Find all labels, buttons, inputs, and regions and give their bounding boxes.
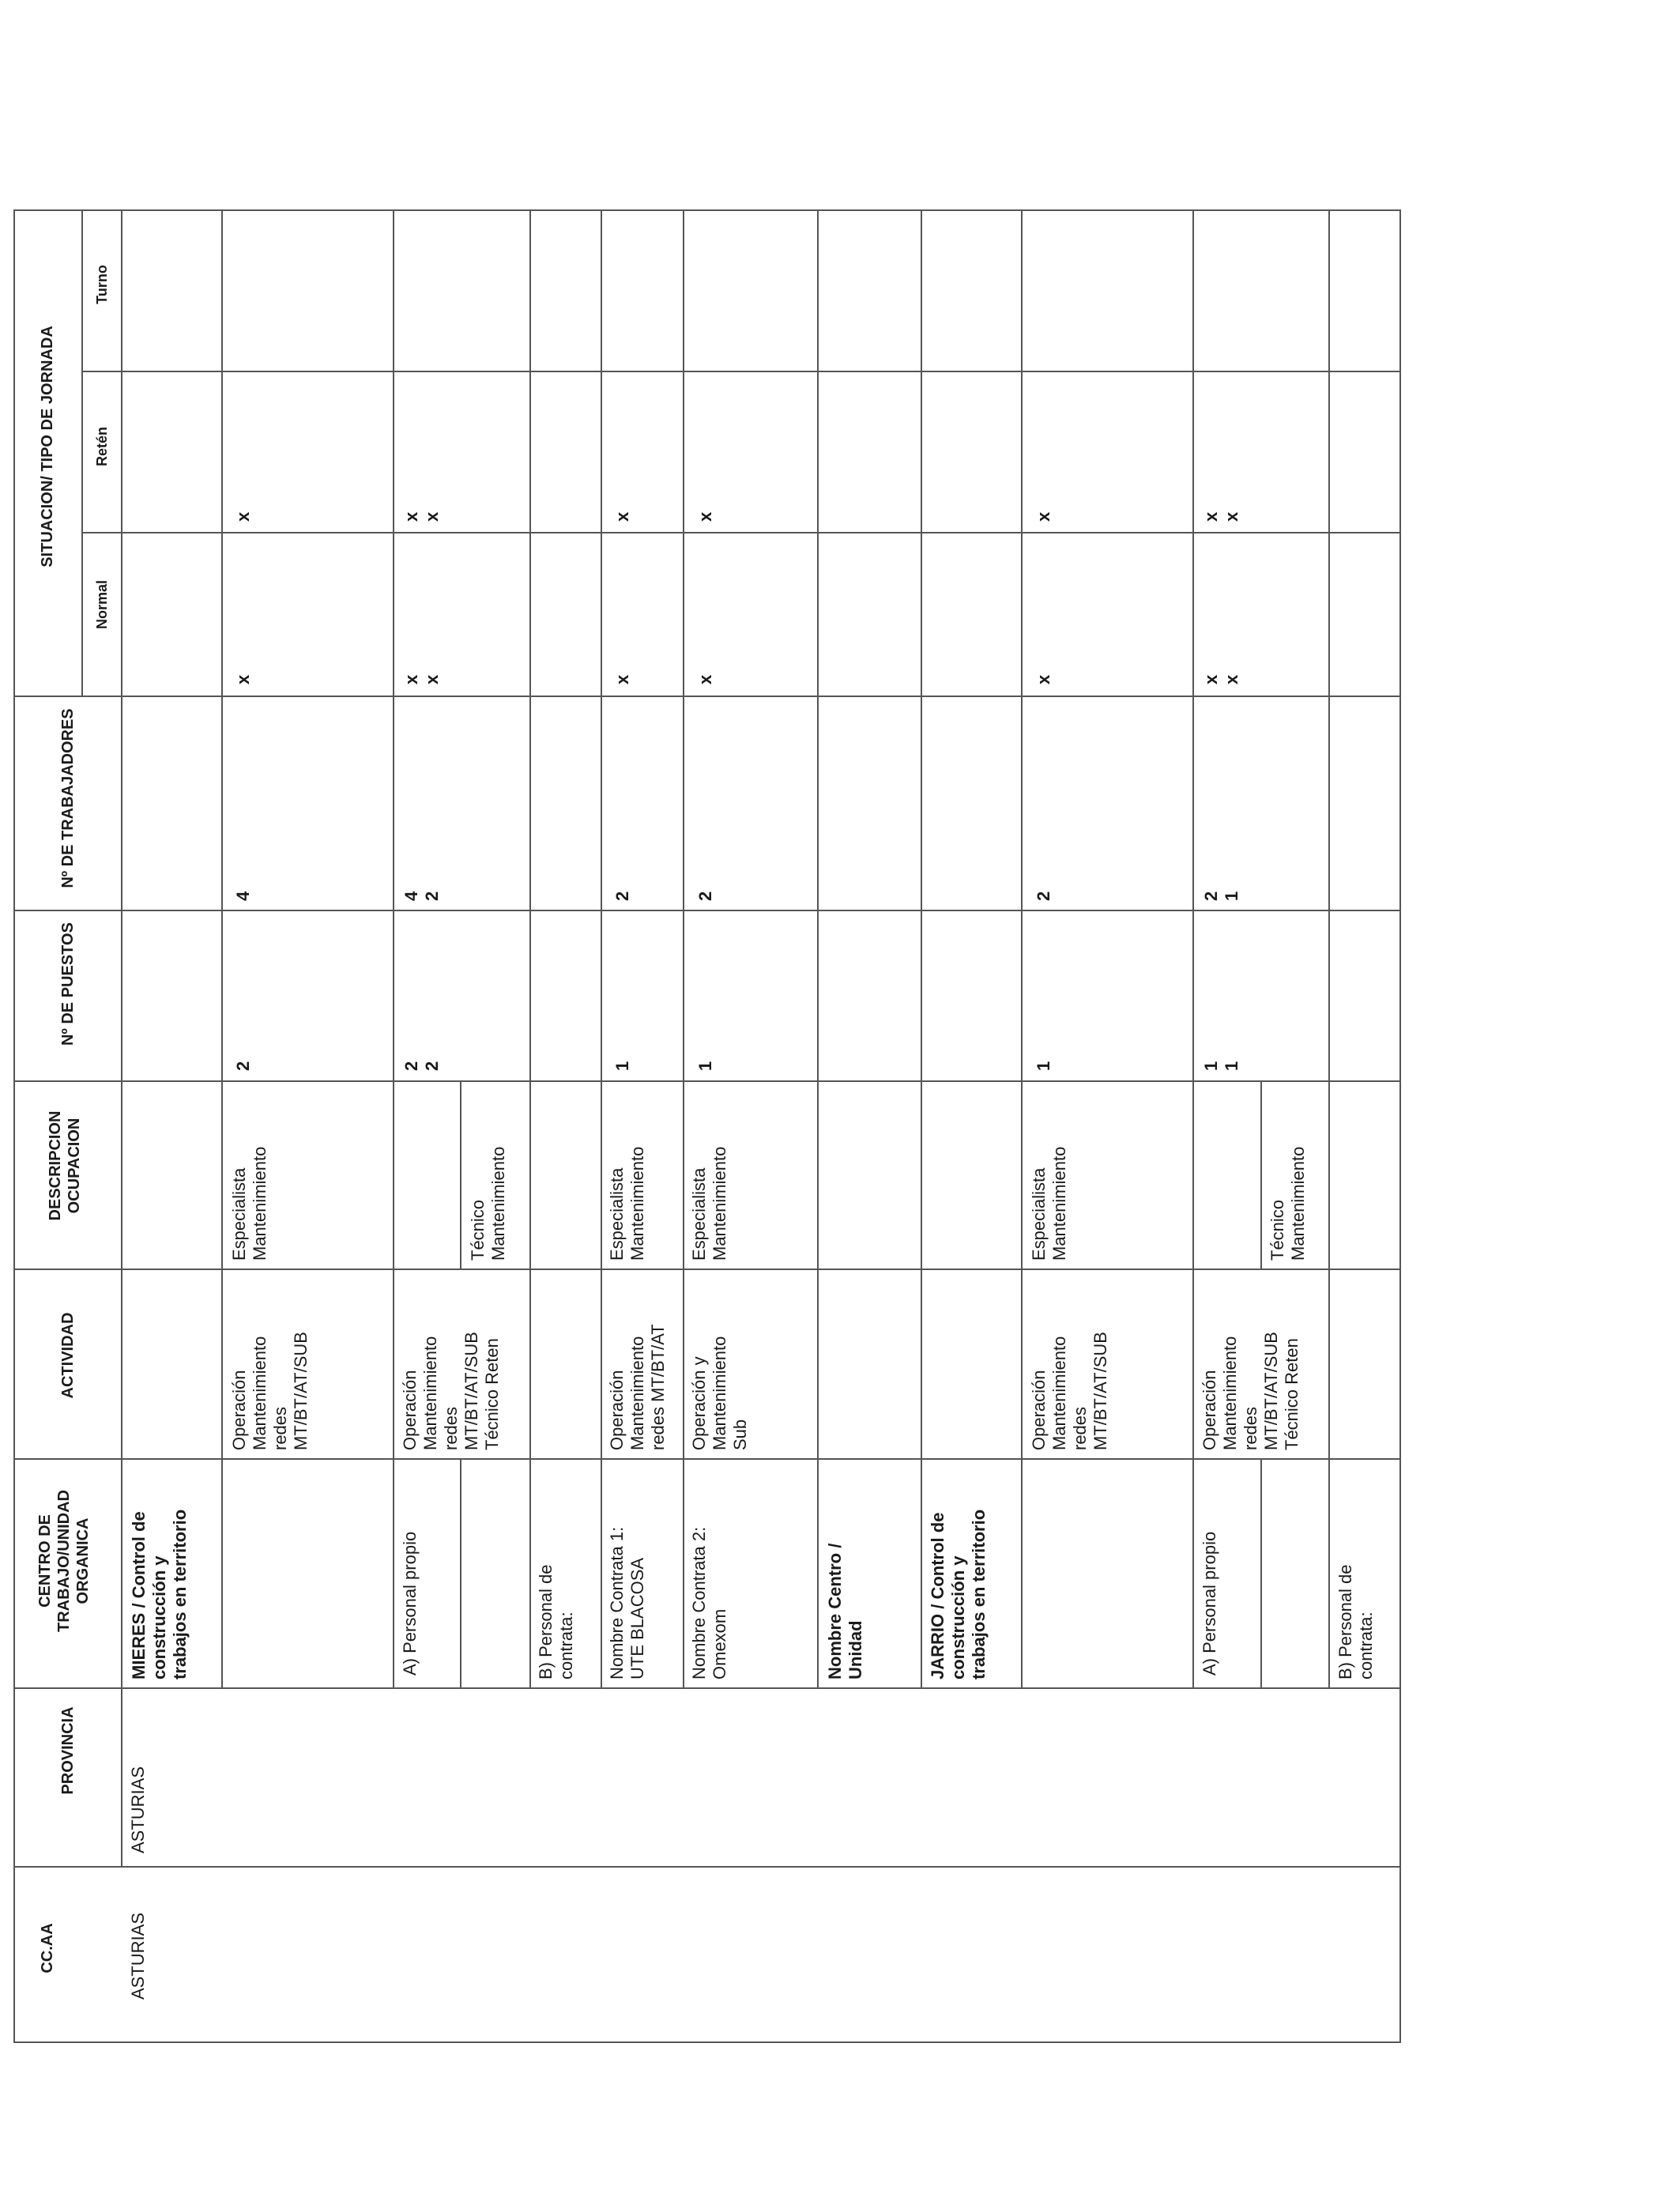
row9-normal: x (1034, 674, 1053, 684)
header-trabajadores: Nº DE TRABAJADORES (59, 708, 77, 888)
line-r6-r7 (817, 209, 819, 1689)
row10-reten: x x (1201, 511, 1241, 522)
row2-puestos: 2 (233, 1061, 253, 1071)
line-reten-normal (83, 532, 1401, 533)
row5-trabajadores: 2 (612, 891, 632, 901)
subline-descripcion-r10 (1260, 1269, 1328, 1270)
row-jarrio-centro: JARRIO / Control de construcción y trabajos en territorio (928, 1509, 989, 1679)
row9-actividad: Operación Mantenimiento redes MT/BT/AT/SUB (1029, 1332, 1110, 1450)
row10-centro: A) Personal propio (1200, 1531, 1219, 1676)
row7-centro: Nombre Centro / Unidad (825, 1543, 865, 1679)
row5-actividad: Operación Mantenimiento redes MT/BT/AT (607, 1324, 668, 1450)
row6-reten: x (695, 511, 715, 522)
line-r5-r6 (683, 209, 684, 1689)
row10-descripcion: Técnico Mantenimiento (1268, 1146, 1308, 1261)
row6-puestos: 1 (695, 1061, 715, 1071)
line-r2-r3 (393, 209, 394, 1689)
line-header-body (121, 209, 122, 1868)
row9-descripcion: Especialista Mantenimiento (1029, 1146, 1069, 1261)
row10-actividad: Operación Mantenimiento redes MT/BT/AT/SUB Técnico Reten (1200, 1332, 1301, 1450)
line-r4-r5 (601, 209, 602, 1689)
row6-trabajadores: 2 (695, 891, 715, 901)
line-r3-r4 (529, 209, 531, 1689)
row3-centro: A) Personal propio (400, 1531, 420, 1676)
row10-trabajadores: 2 1 (1201, 891, 1241, 901)
header-turno: Turno (94, 265, 110, 304)
header-situacion: SITUACION/ TIPO DE JORNADA (39, 326, 56, 567)
table-border-left (13, 209, 15, 2043)
row3-normal: x x (401, 674, 442, 684)
line-r8-r9 (1021, 209, 1023, 1689)
row6-centro: Nombre Contrata 2: Omexom (689, 1526, 729, 1679)
row2-reten: x (233, 511, 253, 522)
line-turno-reten (83, 371, 1401, 372)
row2-actividad: Operación Mantenimiento redes MT/BT/AT/SUB (229, 1332, 311, 1450)
line-provincia-ccaa (13, 1866, 1401, 1868)
header-provincia: PROVINCIA (59, 1706, 77, 1795)
row5-normal: x (612, 674, 632, 684)
row5-centro: Nombre Contrata 1: UTE BLACOSA (607, 1526, 647, 1679)
header-centro: CENTRO DE TRABAJO/UNIDAD ORGANICA (36, 1490, 92, 1632)
row10-normal: x x (1201, 674, 1241, 684)
row9-puestos: 1 (1034, 1061, 1053, 1071)
header-puestos: Nº DE PUESTOS (59, 922, 77, 1046)
header-reten: Retén (94, 427, 110, 467)
row5-descripcion: Especialista Mantenimiento (607, 1146, 647, 1261)
table-border-bottom (13, 2041, 1401, 2043)
row3-descripcion: Técnico Mantenimiento (468, 1146, 508, 1261)
row6-descripcion: Especialista Mantenimiento (689, 1146, 729, 1261)
header-normal: Normal (94, 580, 110, 630)
line-r1-r2 (221, 209, 223, 1689)
provincia-value: ASTURIAS (128, 1766, 148, 1853)
row4-centro: B) Personal de contrata: (536, 1564, 576, 1679)
subline-r10-descripcion (1260, 1080, 1262, 1270)
row6-actividad: Operación y Mantenimiento Sub (689, 1336, 750, 1450)
row2-normal: x (233, 674, 253, 684)
row3-puestos: 2 2 (401, 1061, 442, 1071)
row5-puestos: 1 (612, 1061, 632, 1071)
table-border-right (1399, 209, 1401, 2043)
line-r10-r11 (1328, 209, 1330, 1689)
row-mieres-centro: MIERES / Control de construcción y trabajos en territorio (129, 1509, 190, 1679)
row5-reten: x (612, 511, 632, 522)
row2-trabajadores: 4 (233, 891, 253, 901)
row6-normal: x (695, 674, 715, 684)
row9-trabajadores: 2 (1034, 891, 1053, 901)
subline-r3-descripcion (460, 1080, 461, 1270)
line-r9-r10 (1192, 209, 1194, 1689)
header-descripcion: DESCRIPCION OCUPACION (47, 1110, 83, 1221)
row9-reten: x (1034, 511, 1053, 522)
ccaa-value: ASTURIAS (128, 1912, 148, 2000)
row10-puestos: 1 1 (1201, 1061, 1241, 1071)
row3-actividad: Operación Mantenimiento redes MT/BT/AT/SUB Técnico Reten (400, 1332, 502, 1450)
row11-centro: B) Personal de contrata: (1335, 1564, 1376, 1679)
row2-descripcion: Especialista Mantenimiento (229, 1146, 269, 1261)
subline-descripcion-r3 (460, 1269, 531, 1270)
line-header-subheader (81, 209, 83, 696)
line-r7-r8 (921, 209, 922, 1689)
row3-trabajadores: 4 2 (401, 891, 442, 901)
row3-reten: x x (401, 511, 442, 522)
subline-r3-centro (460, 1458, 461, 1689)
header-ccaa: CC.AA (39, 1923, 56, 1973)
subline-r10-centro (1260, 1458, 1262, 1689)
header-actividad: ACTIVIDAD (59, 1312, 77, 1399)
